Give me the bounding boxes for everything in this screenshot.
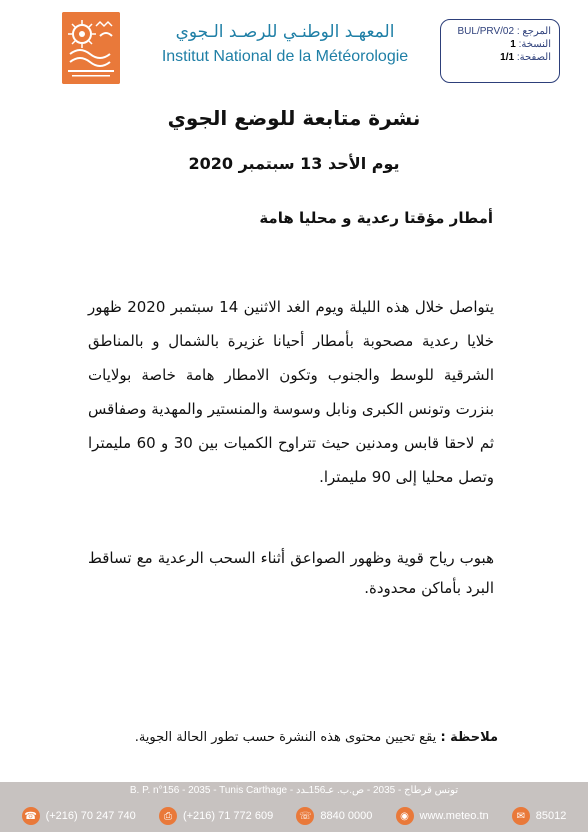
page-line: [449, 51, 551, 64]
page-value: 1/1: [500, 52, 515, 63]
copy-value: 1: [510, 39, 516, 50]
note-label: ملاحظة :: [440, 730, 498, 745]
institute-name-arabic: المعهـد الوطنـي للرصـد الـجوي: [175, 22, 395, 42]
contact-website-text[interactable]: www.meteo.tn: [419, 810, 489, 822]
forecast-paragraph-rain: يتواصل خلال هذه الليلة ويوم الغد الاثنين 14 سبتمبر 2020 ظهور خلايا رعدية مصحوبة بأمطار أحيانا غزيرة بالشمال و بالمناطق الشرقية للوسط والجنوب وتكون الامطار هامة خاصة بولايات بنزرت وتونس الكبرى ونابل وسوسة والمنستير والمهدية وصفاقس ثم لاحقا قابس ومدنين حيث تتراوح الكميات بين 30 و 60 مليمترا وتصل محليا إلى 90 مليمترا.: [88, 298, 494, 486]
contact-green-number: [296, 807, 372, 825]
institute-name-french: Institut National de la Météorologie: [161, 48, 409, 65]
bulletin-note: [135, 730, 498, 745]
reference-line: [449, 25, 551, 38]
reference-label: المرجع :: [516, 26, 551, 37]
fax-icon: ⎙: [159, 807, 177, 825]
reference-box: [440, 19, 560, 83]
bulletin-title: نشرة متابعة للوضع الجوي: [167, 106, 421, 130]
page-footer: [0, 782, 588, 832]
contact-phone-text: (+216) 70 247 740: [45, 810, 136, 822]
contact-fax-text: (+216) 71 772 609: [182, 810, 274, 822]
reference-value: BUL/PRV/02: [457, 26, 515, 37]
note-text: يقع تحيين محتوى هذه النشرة حسب تطور الحالة الجوية.: [134, 730, 437, 745]
contact-green-number-text: 8840 0000: [320, 810, 373, 822]
web-icon: ◉: [396, 807, 414, 825]
contact-sms: [512, 807, 567, 825]
bulletin-subject: أمطار مؤقتا رعدية و محليا هامة: [259, 209, 493, 227]
phone-icon: ☏: [296, 807, 314, 825]
copy-line: [449, 38, 551, 51]
inm-logo: [62, 12, 120, 84]
page-label: الصفحة:: [516, 52, 551, 63]
footer-address: B. P. n°156 - 2035 - Tunis Carthage - تونس قرطاج - 2035 - ص.ب. عـ156ـدد: [129, 785, 459, 796]
contact-fax: [159, 807, 273, 825]
forecast-paragraph-wind: هبوب رياح قوية وظهور الصواعق أثناء السحب الرعدية مع تساقط البرد بأماكن محدودة.: [88, 549, 494, 597]
copy-label: النسخة:: [518, 39, 551, 50]
footer-contacts: [0, 804, 588, 828]
meteorology-emblem-icon: [62, 12, 120, 84]
bulletin-date: يوم الأحد 13 سبتمبر 2020: [188, 154, 400, 173]
contact-website[interactable]: [396, 807, 489, 825]
contact-sms-text: 85012: [535, 810, 567, 822]
mail-icon: ✉: [512, 807, 530, 825]
contact-phone: [22, 807, 136, 825]
phone-icon: ☎: [22, 807, 40, 825]
